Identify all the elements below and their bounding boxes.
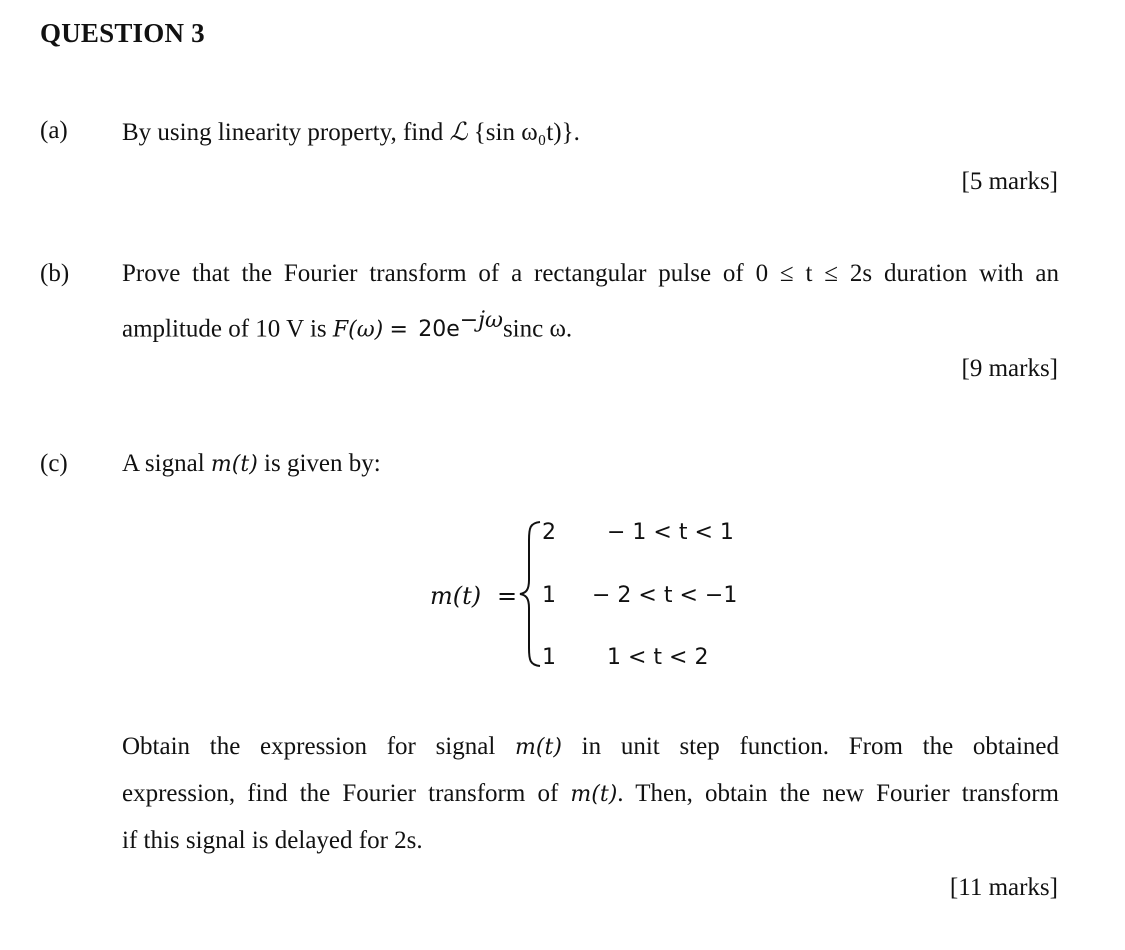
part-a-expression: {sin ω₀t)}. <box>473 119 580 146</box>
part-c-body-line3: if this signal is delayed for 2s. <box>122 827 423 854</box>
part-c-body-line1 <box>122 733 1059 761</box>
part-c-intro-var: m(t) <box>210 452 258 477</box>
part-a-text-before: By using linearity property, find <box>122 119 444 146</box>
fourier-formula-eq: = <box>389 317 408 343</box>
part-c-label: (c) <box>40 450 68 477</box>
case-3-condition: 1 < t < 2 <box>607 645 709 670</box>
part-b-line2 <box>122 308 572 343</box>
part-a-marks: [5 marks] <box>961 168 1058 195</box>
laplace-symbol: ℒ <box>449 119 468 146</box>
part-c-body-line2 <box>122 780 1059 808</box>
part-a-label: (a) <box>40 117 68 144</box>
part-a-text <box>122 117 580 147</box>
part-b-marks: [9 marks] <box>961 355 1058 382</box>
fourier-formula-after: sinc ω. <box>502 315 573 343</box>
fourier-formula-lhs: F(ω) <box>332 317 384 343</box>
fourier-formula-coef: 20e <box>418 317 460 343</box>
fourier-formula-exponent: −jω <box>459 308 503 333</box>
part-c-intro <box>122 450 381 478</box>
part-b-line2-before: amplitude of 10 V is <box>122 315 327 343</box>
piecewise-lhs: m(t) <box>430 582 482 610</box>
part-c-intro-before: A signal <box>122 450 205 477</box>
case-2-condition: − 2 < t < −1 <box>592 583 738 608</box>
part-c-marks: [11 marks] <box>949 874 1058 901</box>
part-b-line1: Prove that the Fourier transform of a rectangular pulse of 0 ≤ t ≤ 2s duration with an <box>122 260 1059 287</box>
piecewise-brace <box>518 518 544 670</box>
part-c-body-line2-a: expression, find the Fourier transform of <box>122 780 559 807</box>
part-c-body-line1-a: Obtain the expression for signal <box>122 733 496 760</box>
part-c-intro-after: is given by: <box>264 450 381 477</box>
case-1-condition: − 1 < t < 1 <box>607 520 734 545</box>
case-3-value: 1 <box>542 645 556 670</box>
part-c-body-line2-var: m(t) <box>570 782 618 807</box>
part-c-body-line1-var: m(t) <box>515 735 562 760</box>
case-1-value: 2 <box>542 520 556 545</box>
case-2-value: 1 <box>542 583 556 608</box>
part-c-body-line2-b: . Then, obtain the new Fourier transform <box>617 780 1059 807</box>
piecewise-equals: = <box>497 582 518 610</box>
part-c-body-line1-b: in unit step function. From the obtained <box>581 733 1059 760</box>
part-b-label: (b) <box>40 260 70 287</box>
question-title: QUESTION 3 <box>40 18 205 48</box>
